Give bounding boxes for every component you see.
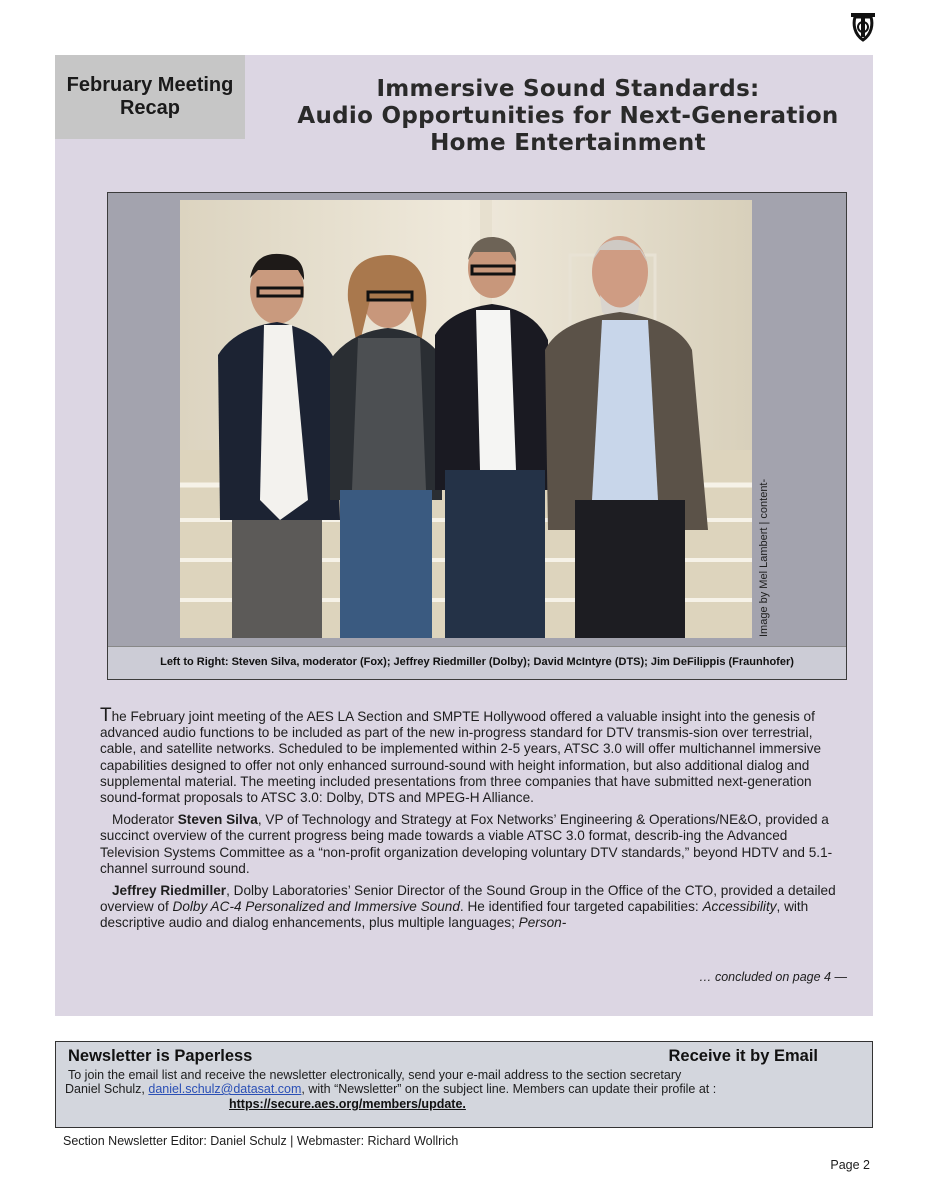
paragraph-2-text: , VP of Technology and Strategy at Fox Networks’ Engineering & Operations/NE&O, provided a succinct overview of the current progress being made towards a viable ATSC 3.0 format, describ-ing the Advanced Television Systems Committee as a “non-profit organization developing voluntary DTV standards,” beyond HDTV and 5.1-channel surround sound. xyxy=(100,812,833,876)
group-photo xyxy=(180,200,752,638)
notice-line-2-suffix: , with “Newsletter” on the subject line. Members can update their profile at : xyxy=(301,1082,717,1096)
paragraph-3-italic-1: Dolby AC-4 Personalized and Immersive Sound xyxy=(172,899,460,915)
notice-line-1: To join the email list and receive the newsletter electronically, send your e-mail address to the section secretary xyxy=(68,1068,682,1082)
section-label-line2: Recap xyxy=(119,97,181,119)
notice-line-2-prefix: Daniel Schulz, xyxy=(65,1082,149,1096)
speaker-name-silva: Steven Silva xyxy=(177,812,258,828)
email-link[interactable]: daniel.schulz@datasat.com xyxy=(148,1082,302,1096)
article-headline xyxy=(250,76,886,157)
notice-title-right: Receive it by Email xyxy=(668,1047,818,1065)
paragraph-3-text-2: . He identified four targeted capabilities: xyxy=(459,899,703,915)
notice-title-left: Newsletter is Paperless xyxy=(68,1047,253,1065)
speaker-name-riedmiller: Jeffrey Riedmiller xyxy=(112,883,227,899)
paragraph-3-italic-3: Person- xyxy=(518,915,567,931)
newsletter-notice xyxy=(55,1041,873,1128)
photo-credit: Image by Mel Lambert | content- xyxy=(758,478,770,637)
article-body xyxy=(100,705,840,938)
paragraph-1-text: he February joint meeting of the AES LA Section and SMPTE Hollywood offered a valuable insight into the genesis of advanced audio functions to be included as part of the new in-progress standard for DTV transmis-sion over terrestrial, cable, and satellite networks. Scheduled to be implemented within 2-5 years, ATSC 3.0 will offer multichannel immersive capabilities designed to offer not only enhanced surround-sound with height information, but also additional dialog and supplemental material. The meeting included presentations from three companies that have submitted next-generation sound-format proposals to ATSC 3.0: Dolby, DTS and MPEG-H Alliance. xyxy=(100,709,822,806)
headline-line2: Audio Opportunities for Next-Generation xyxy=(297,103,839,129)
section-label-line1: February Meeting xyxy=(66,74,234,96)
profile-update-link[interactable]: https://secure.aes.org/members/update. xyxy=(229,1097,466,1111)
continued-link[interactable]: … concluded on page 4 — xyxy=(698,970,847,984)
section-label xyxy=(55,55,245,139)
paragraph-3-italic-2: Accessibility xyxy=(702,899,777,915)
headline-line1: Immersive Sound Standards: xyxy=(376,76,760,102)
editor-credits: Section Newsletter Editor: Daniel Schulz | Webmaster: Richard Wollrich xyxy=(63,1134,459,1148)
photo-caption: Left to Right: Steven Silva, moderator (Fox); Jeffrey Riedmiller (Dolby); David McIntyre (DTS); Jim DeFilippis (Fraunhofer) xyxy=(108,646,846,679)
notice-line-2 xyxy=(65,1082,716,1096)
drop-cap: T xyxy=(100,705,112,726)
article-paragraph-1 xyxy=(100,705,840,806)
aes-logo-icon xyxy=(850,12,876,42)
headline-line3: Home Entertainment xyxy=(430,130,706,156)
paragraph-3-text-1: , Dolby Laboratories’ Senior Director of the Sound Group in the Office of the CTO, provided a detailed overview of xyxy=(100,883,836,915)
article-paragraph-2 xyxy=(100,812,840,877)
paragraph-2-lead: Moderator xyxy=(112,812,178,828)
article-paragraph-3 xyxy=(100,883,840,932)
page-number: Page 2 xyxy=(830,1158,870,1172)
paragraph-3-text-3: , with descriptive audio and dialog enhancements, plus multiple languages; xyxy=(100,899,809,931)
